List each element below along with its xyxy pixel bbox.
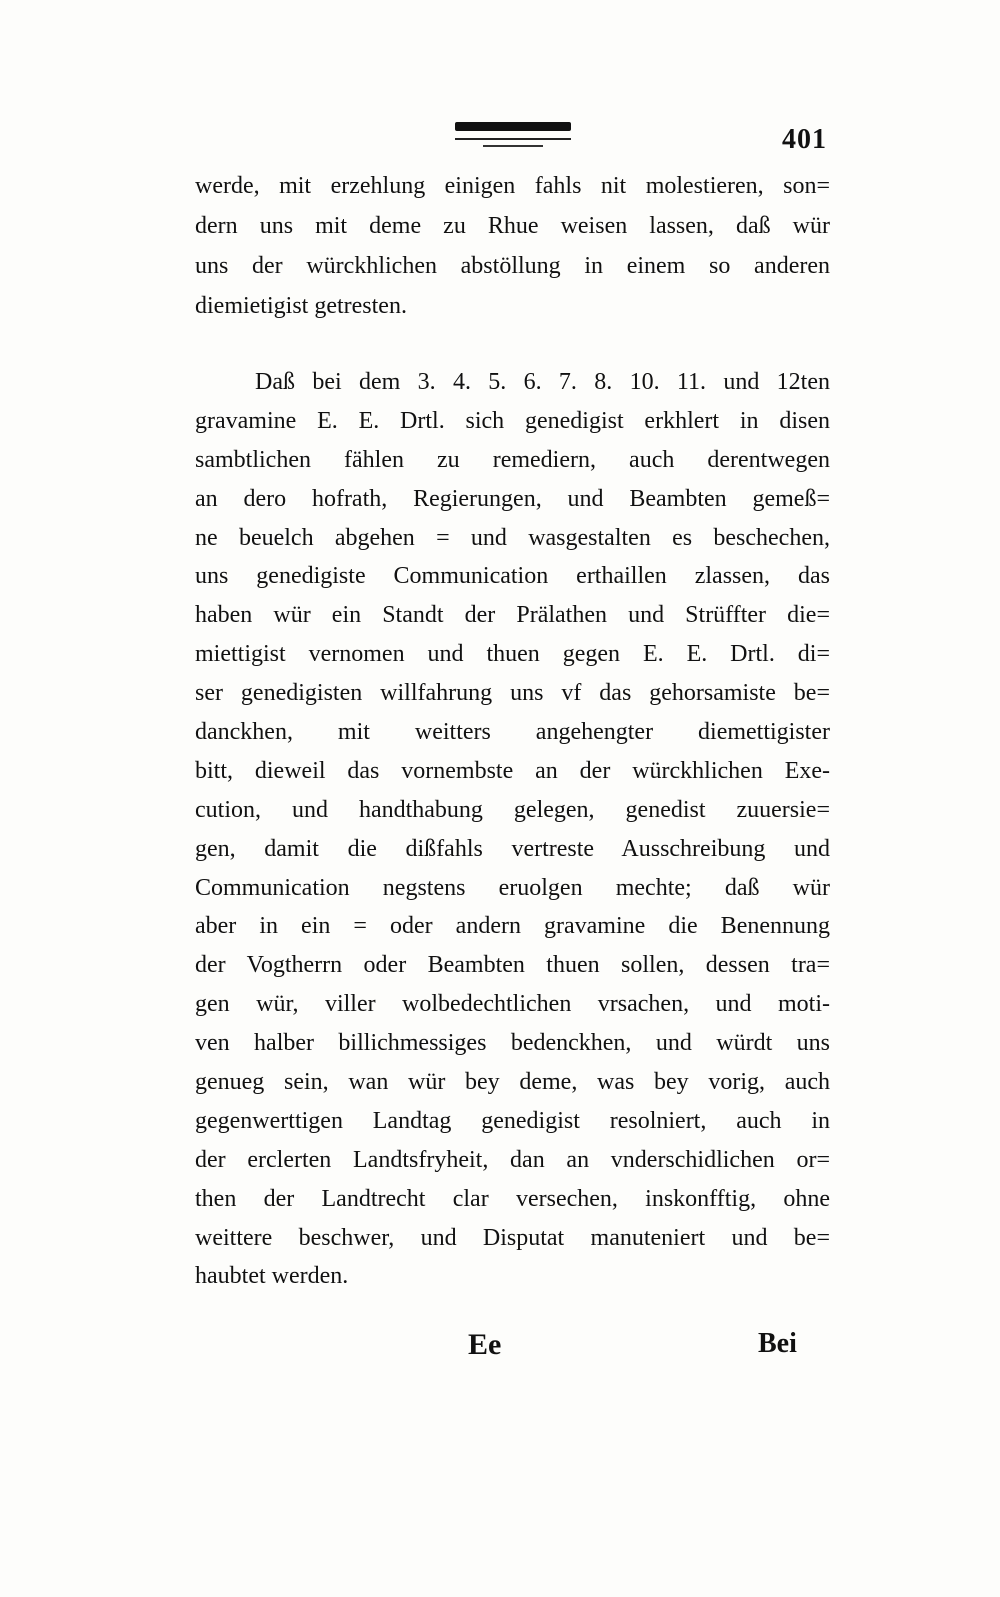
- page-number: 401: [782, 124, 827, 155]
- text-line: gravamine E. E. Drtl. sich genedigist erkhlert in disen: [195, 407, 830, 434]
- text-line: then der Landtrecht clar versechen, inskonfftig, ohne: [195, 1185, 830, 1212]
- text-line: Daß bei dem 3. 4. 5. 6. 7. 8. 10. 11. und 12ten: [255, 369, 830, 395]
- text-line: der Vogtherrn oder Beambten thuen sollen, dessen tra=: [195, 952, 830, 979]
- text-line: dern uns mit deme zu Rhue weisen lassen, daß wür: [195, 213, 830, 239]
- text-line: ne beuelch abgehen = und wasgestalten es beschechen,: [195, 524, 830, 551]
- paragraph-2: [195, 363, 830, 1296]
- text-line: Communication negstens eruolgen mechte; daß wür: [195, 874, 830, 901]
- paragraph-1: [195, 166, 830, 326]
- header-rule-thick: [455, 122, 571, 131]
- text-line: genueg sein, wan wür bey deme, was bey vorig, auch: [195, 1069, 830, 1096]
- signature-mark: Ee: [468, 1328, 502, 1361]
- header-rule-thin: [455, 138, 571, 140]
- text-line: weittere beschwer, und Disputat manuteniert und be=: [195, 1224, 830, 1251]
- text-line: haben wür ein Standt der Prälathen und Strüffter die=: [195, 602, 830, 629]
- catchword: Bei: [758, 1328, 797, 1359]
- text-line: gen wür, viller wolbedechtlichen vrsachen, und moti-: [195, 991, 830, 1018]
- header-rule-thin-short: [483, 145, 543, 147]
- text-line: miettigist vernomen und thuen gegen E. E. Drtl. di=: [195, 641, 830, 668]
- text-line: aber in ein = oder andern gravamine die Benennung: [195, 913, 830, 940]
- text-line: bitt, dieweil das vornembste an der würckhlichen Exe-: [195, 757, 830, 784]
- text-line: der erclerten Landtsfryheit, dan an vnderschidlichen or=: [195, 1146, 830, 1173]
- text-line: ser genedigisten willfahrung uns vf das gehorsamiste be=: [195, 680, 830, 707]
- text-line: gegenwerttigen Landtag genedigist resolniert, auch in: [195, 1107, 830, 1134]
- text-line: gen, damit die dißfahls vertreste Ausschreibung und: [195, 835, 830, 862]
- text-line: uns genedigiste Communication erthaillen zlassen, das: [195, 563, 830, 590]
- text-line: diemietigist getresten.: [195, 293, 407, 319]
- text-line: an dero hofrath, Regierungen, und Beambten gemeß=: [195, 485, 830, 512]
- text-line: cution, und handthabung gelegen, genedist zuuersie=: [195, 796, 830, 823]
- text-line: ven halber billichmessiges bedenckhen, und würdt uns: [195, 1030, 830, 1057]
- text-line: haubtet werden.: [195, 1263, 349, 1290]
- text-line: sambtlichen fählen zu remediern, auch derentwegen: [195, 446, 830, 473]
- text-line: danckhen, mit weitters angehengter diemettigister: [195, 719, 830, 746]
- text-line: uns der würckhlichen abstöllung in einem so anderen: [195, 253, 830, 279]
- header-rule: [455, 122, 571, 154]
- text-line: werde, mit erzehlung einigen fahls nit molestieren, son=: [195, 173, 830, 199]
